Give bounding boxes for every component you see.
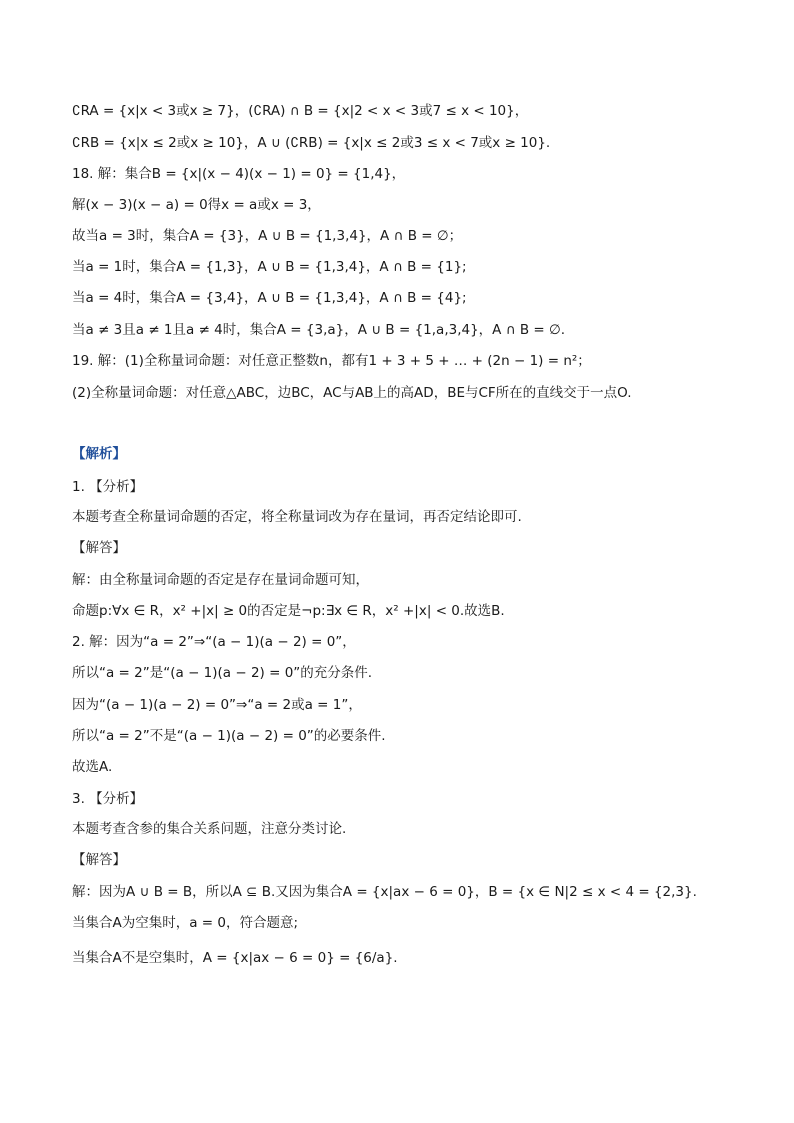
text-line: 因为“(a − 1)(a − 2) = 0”⇒“a = 2或a = 1”， (72, 697, 362, 713)
text-line: 解(x − 3)(x − a) = 0得x = a或x = 3， (72, 197, 321, 213)
text-line: ∁RA = {x|x < 3或x ≥ 7}，(∁RA) ∩ B = {x|2 < x < 3或7 ≤ x < 10}， (72, 103, 529, 119)
text-line: 当a = 4时，集合A = {3,4}，A ∪ B = {1,3,4}，A ∩ B = {4}; (72, 290, 467, 306)
text-line: 当a = 1时，集合A = {1,3}，A ∪ B = {1,3,4}，A ∩ B = {1}; (72, 259, 467, 275)
text-line: 解：因为A ∪ B = B，所以A ⊆ B.又因为集合A = {x|ax − 6 = 0}，B = {x ∈ N|2 ≤ x < 4 = {2,3}. (72, 884, 697, 900)
text-line: 18. 解：集合B = {x|(x − 4)(x − 1) = 0} = {1,4}， (72, 166, 406, 182)
text-line: 2. 解：因为“a = 2”⇒“(a − 1)(a − 2) = 0”， (72, 634, 356, 650)
text-line: 【解答】 (72, 852, 126, 868)
text-line: 故当a = 3时，集合A = {3}，A ∪ B = {1,3,4}，A ∩ B = ∅； (72, 228, 463, 244)
text-line: 所以“a = 2”不是“(a − 1)(a − 2) = 0”的必要条件. (72, 728, 386, 744)
text-line: (2)全称量词命题：对任意△ABC，边BC，AC与AB上的高AD，BE与CF所在的直线交于一点O. (72, 385, 632, 401)
text-line: 本题考查全称量词命题的否定，将全称量词改为存在量词，再否定结论即可. (72, 509, 522, 525)
text-line: 1. 【分析】 (72, 479, 144, 495)
text-line: 故选A. (72, 759, 113, 775)
text-line: 当集合A不是空集时，A = {x|ax − 6 = 0} = {6/a}. (72, 950, 398, 966)
text-line: 本题考查含参的集合关系问题，注意分类讨论. (72, 821, 347, 837)
section-heading-analysis: 【解析】 (72, 446, 126, 462)
text-line: 当a ≠ 3且a ≠ 1且a ≠ 4时，集合A = {3,a}，A ∪ B = {1,a,3,4}，A ∩ B = ∅. (72, 322, 566, 338)
text-line: 命题p:∀x ∈ R，x² +|x| ≥ 0的否定是¬p:∃x ∈ R，x² +|x| < 0.故选B. (72, 603, 505, 619)
text-line: 当集合A为空集时，a = 0，符合题意; (72, 915, 299, 931)
text-line: 所以“a = 2”是“(a − 1)(a − 2) = 0”的充分条件. (72, 665, 373, 681)
text-line: 解：由全称量词命题的否定是存在量词命题可知， (72, 572, 369, 588)
text-line: 3. 【分析】 (72, 791, 144, 807)
text-line: ∁RB = {x|x ≤ 2或x ≥ 10}，A ∪ (∁RB) = {x|x ≤ 2或3 ≤ x < 7或x ≥ 10}. (72, 135, 551, 151)
text-line: 【解答】 (72, 540, 126, 556)
text-line: 19. 解：(1)全称量词命题：对任意正整数n，都有1 + 3 + 5 + … + (2n − 1) = n²； (72, 353, 591, 369)
